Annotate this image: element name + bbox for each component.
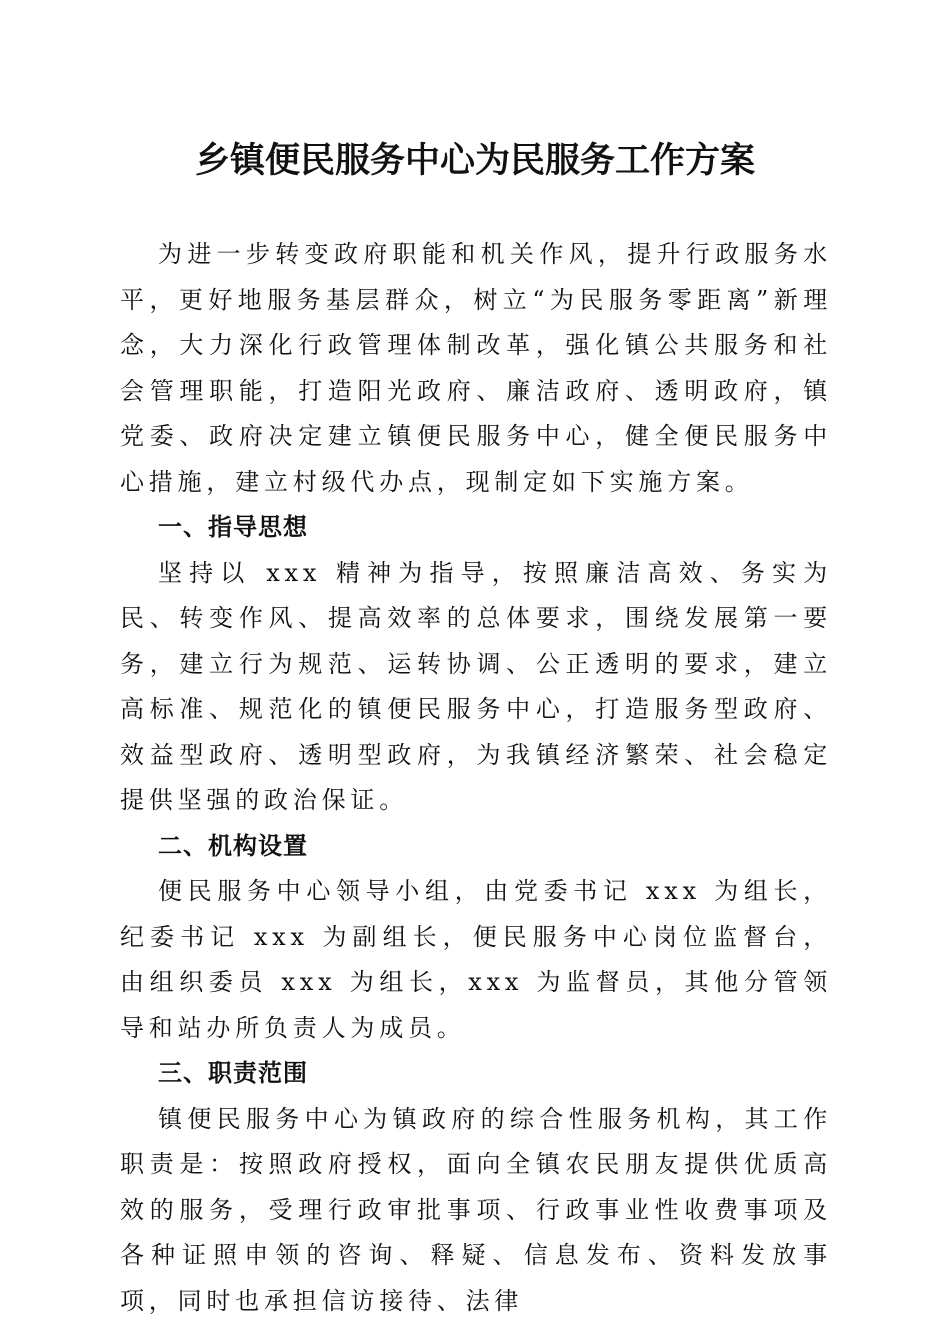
section-paragraph-organization: 便民服务中心领导小组，由党委书记 xxx 为组长，纪委书记 xxx 为副组长，便民服务中心岗位监督台，由组织委员 xxx 为组长，xxx 为监督员，其他分管领导和站办所负责人为成员。 bbox=[120, 877, 832, 1042]
section-paragraph-responsibilities: 镇便民服务中心为镇政府的综合性服务机构，其工作职责是：按照政府授权，面向全镇农民朋友提供优质高效的服务，受理行政审批事项、行政事业性收费事项及各种证照申领的咨询、释疑、信息发布、资料发放事项，同时也承担信访接待、法律 bbox=[120, 1104, 832, 1315]
intro-paragraph: 为进一步转变政府职能和机关作风，提升行政服务水平，更好地服务基层群众，树立“为民服务零距离”新理念，大力深化行政管理体制改革，强化镇公共服务和社会管理职能，打造阳光政府、廉洁政府、透明政府，镇党委、政府决定建立镇便民服务中心，健全便民服务中心措施，建立村级代办点，现制定如下实施方案。 bbox=[120, 240, 832, 496]
section-heading-guiding-ideology: 一、指导思想 bbox=[158, 513, 308, 541]
section-paragraph-guiding-ideology: 坚持以 xxx 精神为指导，按照廉洁高效、务实为民、转变作风、提高效率的总体要求，围绕发展第一要务，建立行为规范、运转协调、公正透明的要求，建立高标准、规范化的镇便民服务中心，打造服务型政府、效益型政府、透明型政府，为我镇经济繁荣、社会稳定提供坚强的政治保证。 bbox=[120, 558, 832, 814]
document-body bbox=[120, 232, 832, 1324]
section-heading-organization: 二、机构设置 bbox=[158, 831, 308, 860]
section-heading-responsibilities: 三、职责范围 bbox=[158, 1059, 308, 1087]
document-title: 乡镇便民服务中心为民服务工作方案 bbox=[194, 141, 755, 181]
